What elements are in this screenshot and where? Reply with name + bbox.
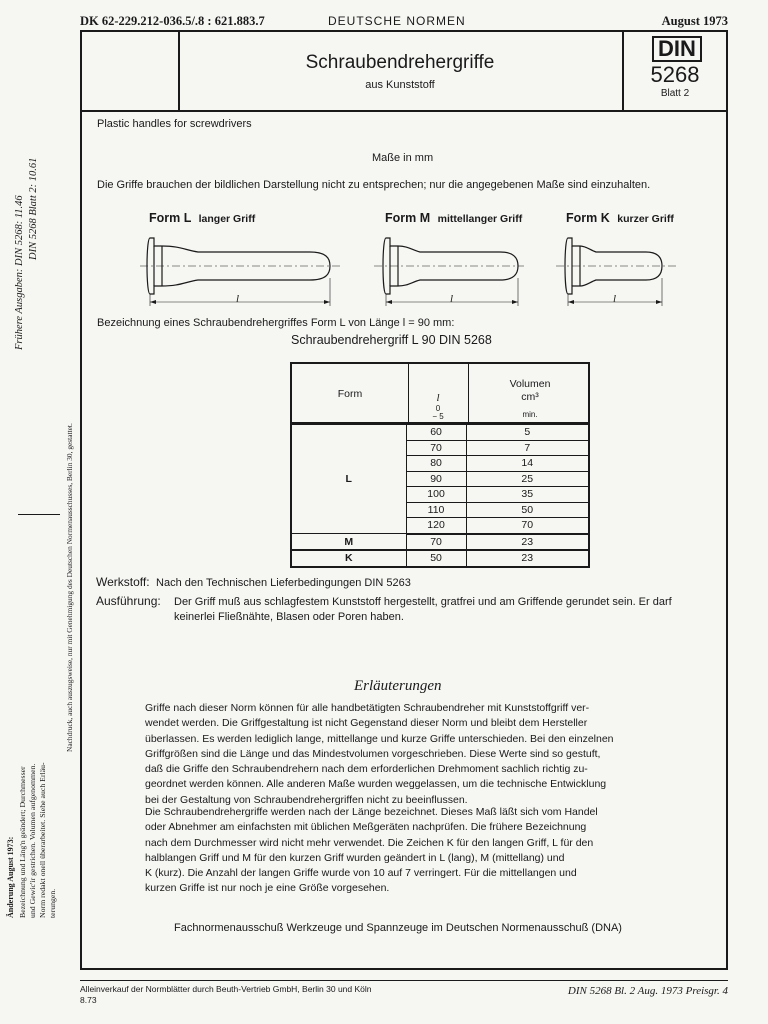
cell-volume: 23 [466, 550, 589, 567]
din-logo: DIN [652, 36, 702, 62]
form-k-desc: kurzer Griff [617, 213, 674, 225]
din-number-cell [622, 32, 726, 110]
paragraph-line: überlassen. Es werden lediglich lange, mittellange und kurze Griffe unterschieden. Bei den einzelnen [145, 732, 614, 745]
cell-length: 100 [406, 487, 466, 503]
document-top-line [80, 14, 728, 30]
paragraph-line: geordnet werden können. Alle anderen Maße wurden weggelassen, um die technische Entwicklung [145, 778, 607, 791]
title-block-left-cell [82, 32, 180, 110]
cell-length: 80 [406, 456, 466, 472]
form-m-name: Form M [385, 211, 431, 225]
table-row [291, 425, 589, 441]
document-title: Schraubendrehergriffe [305, 52, 495, 73]
header-tolerance-upper: 0 [435, 404, 441, 413]
header-volume-unit: cm³ [521, 391, 539, 403]
cell-volume: 14 [466, 456, 589, 472]
cell-length: 50 [406, 550, 466, 567]
aenderung-title: Änderung August 1973: [6, 836, 15, 918]
table-row [291, 534, 589, 551]
paragraph-line: bei der Gestaltung von Schraubendrehergriffen nicht zu beeinflussen. [145, 793, 468, 806]
paragraph-line: wendet werden. Die Griffgestaltung ist nicht Gegenstand dieser Norm und bleibt dem Hersteller [145, 717, 588, 730]
table-header [290, 362, 590, 424]
issue-date: August 1973 [661, 14, 728, 28]
form-k-dim-label: l [613, 293, 617, 305]
ausfuehrung-label: Ausführung: [96, 594, 161, 608]
footer-right-ref: DIN 5268 Bl. 2 Aug. 1973 Preisgr. 4 [567, 985, 728, 997]
cell-length: 90 [406, 471, 466, 487]
dimensions-table [290, 424, 590, 568]
cell-volume: 5 [466, 425, 589, 441]
english-title: Plastic handles for screwdrivers [97, 118, 252, 130]
cell-volume: 23 [466, 534, 589, 551]
cell-length: 120 [406, 518, 466, 534]
fruehere-ausgaben-note-2: DIN 5268 Blatt 2: 10.61 [28, 157, 39, 260]
deutsche-normen-label: DEUTSCHE NORMEN [328, 14, 466, 28]
title-block-center [180, 32, 620, 110]
paragraph-line: kurzen Griffe ist nur noch je eine Größe vorgesehen. [145, 882, 390, 895]
footer-left [80, 984, 372, 1006]
group-form-k: K [291, 550, 406, 567]
cell-volume: 25 [466, 471, 589, 487]
table-row [291, 550, 589, 567]
cell-volume: 50 [466, 502, 589, 518]
ausfuehrung-text [174, 595, 672, 625]
form-k-label [566, 211, 674, 225]
blatt-number: Blatt 2 [660, 88, 690, 99]
form-k-name: Form K [566, 211, 610, 225]
dimensions-table-wrapper [290, 362, 590, 568]
paragraph-line: oder Abnehmer am einfachsten mit üblichen Meßgeräten nachprüfen. Die frühere Bezeichnung [145, 821, 587, 834]
nachdruck-note: Nachdruck, auch auszugsweise, nur mit Genehmigung des Deutschen Normenausschusses, Berlin 30, gestattet. [65, 423, 74, 752]
header-volume: Volumen [509, 378, 551, 390]
cell-length: 110 [406, 502, 466, 518]
cell-volume: 70 [466, 518, 589, 534]
paragraph-line: halblangen Griff und M für den kurzen Griff wurden geändert in L (lang), M (mittellang) und [145, 851, 565, 864]
erlaeuterungen-paragraph-2 [145, 805, 665, 897]
header-length: l [436, 392, 440, 404]
header-form: Form [337, 388, 363, 400]
dimensions-unit-note: Maße in mm [372, 152, 434, 164]
cell-volume: 35 [466, 487, 589, 503]
document-subtitle: aus Kunststoff [365, 79, 435, 91]
erlaeuterungen-title: Erläuterungen [354, 678, 442, 694]
din-number: 5268 [650, 62, 700, 87]
form-l-desc: langer Griff [198, 213, 256, 225]
aenderung-line-3: Norm redakt onell überarbeitet. Siehe auch Erläu- [38, 762, 47, 918]
committee-signature: Fachnormenausschuß Werkzeuge und Spannzeuge im Deutschen Normenausschuß (DNA) [174, 922, 622, 934]
form-m-label [385, 211, 522, 225]
title-block [80, 30, 728, 112]
form-l-name: Form L [149, 211, 192, 225]
cell-length: 70 [406, 534, 466, 551]
form-m-desc: mittellanger Griff [437, 213, 523, 225]
header-tolerance-lower: − 5 [432, 412, 444, 421]
form-m-dim-label: l [450, 293, 454, 305]
print-code: 8.73 [80, 995, 97, 1005]
form-l-dim-label: l [236, 293, 240, 305]
paragraph-line: K (kurz). Die Anzahl der langen Griffe wurde von 10 auf 7 verringert. Für die mittellangen und [145, 867, 577, 880]
header-volume-min: min. [522, 410, 538, 419]
group-form-l: L [291, 425, 406, 534]
werkstoff-text: Nach den Technischen Lieferbedingungen DIN 5263 [156, 577, 411, 589]
form-l-label [149, 211, 255, 225]
footer-rule [80, 980, 728, 981]
cell-length: 70 [406, 440, 466, 456]
werkstoff-label: Werkstoff: [96, 575, 150, 589]
aenderung-line-1: Bezeichnung und Läng'n geändert; Durchmesser [18, 766, 27, 918]
designation-example-intro: Bezeichnung eines Schraubendrehergriffes Form L von Länge l = 90 mm: [97, 317, 455, 329]
werkstoff-section [96, 573, 411, 591]
designation-example: Schraubendrehergriff L 90 DIN 5268 [291, 333, 492, 347]
ausfuehrung-line-1: Der Griff muß aus schlagfestem Kunststoff hergestellt, gratfrei und am Griffende gerundet sein. Er darf [174, 596, 672, 608]
erlaeuterungen-paragraph-1 [145, 701, 665, 808]
aenderung-line-4: terungen. [48, 888, 57, 918]
group-form-m: M [291, 534, 406, 551]
paragraph-line: Die Schraubendrehergriffe werden nach der Länge bezeichnet. Dieses Maß läßt sich vom Handel [145, 806, 598, 818]
aenderung-line-2: und Gewic'ir gestrichen. Volumen aufgenommen. [28, 763, 37, 918]
paragraph-line: Griffe nach dieser Norm können für alle handbetätigten Schraubendreher mit Kunststoffgriff ver- [145, 702, 590, 714]
distributor-note: Alleinverkauf der Normblätter durch Beuth-Vertrieb GmbH, Berlin 30 und Köln [80, 984, 372, 994]
fruehere-ausgaben-note: Frühere Ausgaben: DIN 5268: 11.46 [14, 195, 25, 350]
intro-note: Die Griffe brauchen der bildlichen Darstellung nicht zu entsprechen; nur die angegebenen Maße sind einzuhalten. [97, 179, 651, 191]
cell-volume: 7 [466, 440, 589, 456]
cell-length: 60 [406, 425, 466, 441]
ausfuehrung-line-2: keinerlei Fließnähte, Blasen oder Poren haben. [174, 611, 404, 623]
dk-classification: DK 62-229.212-036.5/.8 : 621.883.7 [80, 14, 265, 28]
form-l-handle-drawing [140, 228, 340, 312]
paragraph-line: nach dem Durchmesser wird nicht mehr verwendet. Die Zeichen K für den langen Griff, L für den [145, 836, 594, 849]
form-m-handle-drawing [374, 228, 524, 312]
paragraph-line: Griffgrößen sind die Länge und das Mindestvolumen vorgeschrieben. Diese Werte sind so gestuft, [145, 747, 601, 760]
paragraph-line: daß die Griffe den Schraubendrehern nach dem erforderlichen Drehmoment sachlich richtig zu- [145, 763, 588, 776]
margin-divider [18, 514, 60, 515]
